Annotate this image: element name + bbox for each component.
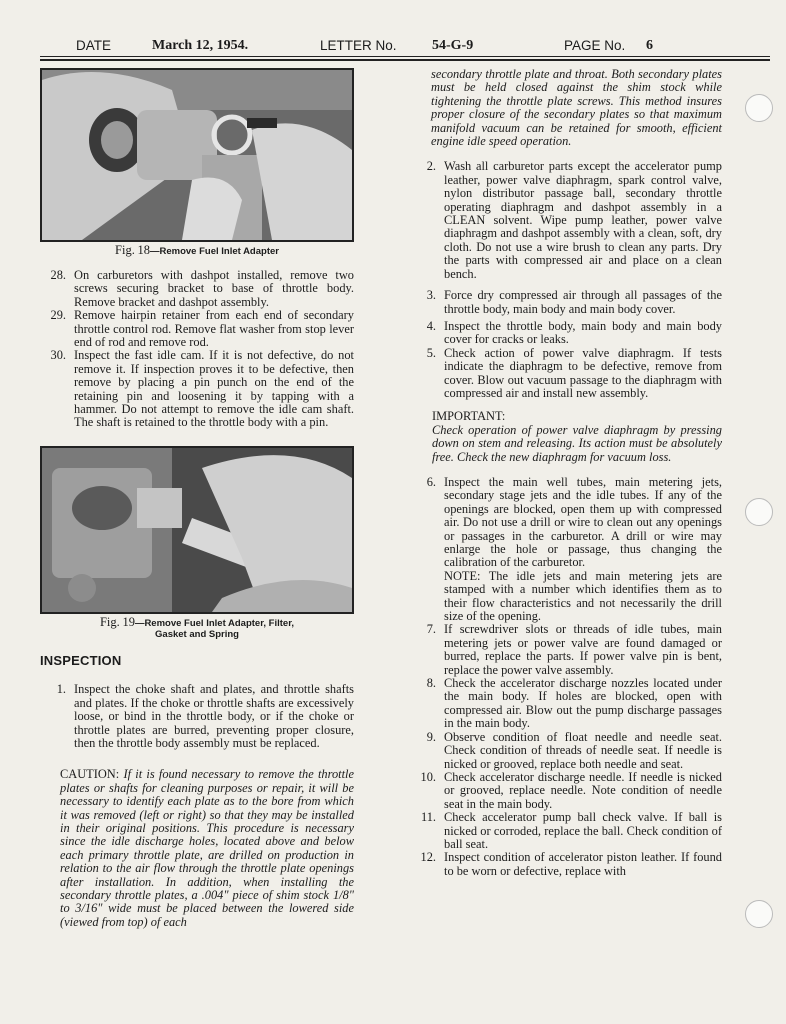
- item-text: Check the accelerator discharge nozzles located under the main body. If holes are blocked, open with compressed air. Blow out the pump discharge passages in the main body.: [444, 676, 722, 731]
- important-block: [410, 410, 722, 464]
- binder-hole-bottom: [745, 900, 773, 928]
- caution-label: CAUTION:: [60, 767, 120, 782]
- list-item: [410, 347, 722, 401]
- figure-18-title: —Remove Fuel Inlet Adapter: [149, 246, 279, 257]
- item-note: NOTE: The idle jets and main metering jets are stamped with a number which identifies them as to their flow characteristics and not necessarily the drill size of the opening.: [444, 568, 722, 624]
- item-number: 5.: [426, 345, 436, 360]
- item-text: Inspect the main well tubes, main metering jets, secondary stage jets and the idle tubes. If any of the openings are blocked, open them up with compressed air. Do not use a drill or wire to clean out any openings or passages in the carburetor. A drill or wire may enlarge the hole or passage, thus changing the calibration of the carburetor.: [444, 474, 722, 570]
- header-rule: [40, 56, 770, 57]
- list-item: [410, 289, 722, 316]
- item-text: Inspect the throttle body, main body and main body cover for cracks or leaks.: [444, 318, 722, 347]
- date-label: DATE: [76, 38, 112, 53]
- list-item: [410, 771, 722, 811]
- list-item: [410, 160, 722, 281]
- item-text: Remove hairpin retainer from each end of secondary throttle control rod. Remove flat washer from stop lever end of rod and remove rod.: [74, 308, 354, 350]
- item-text: Observe condition of float needle and needle seat. Check condition of threads of needle seat. If needle is nicked or grooved, replace both needle and seat.: [444, 729, 722, 771]
- item-text: Wash all carburetor parts except the accelerator pump leather, power valve diaphragm, spark control valve, nylon distributor passage ball, secondary throttle operating diaphragm and dashpot assembly in a CLEAN solvent. Wipe pump leather, power valve diaphragm and dashpot assembly with a clean, soft, dry cloth. Do not use a wire brush to clean any parts. Dry the parts with compressed air and place on a clean bench.: [444, 159, 722, 281]
- list-item: [410, 811, 722, 851]
- figure-18-number: 18: [137, 243, 150, 257]
- figure-19-caption: [40, 614, 354, 640]
- figure-19-title-line1: —Remove Fuel Inlet Adapter, Filter,: [134, 617, 295, 629]
- figure-19-number: 19: [122, 614, 135, 629]
- item-text: Inspect condition of accelerator piston leather. If found to be worn or defective, replace with: [444, 850, 722, 878]
- figure-18-caption: [40, 245, 354, 257]
- list-item: [410, 851, 722, 878]
- item-number: 12.: [420, 850, 436, 865]
- caution-block: [40, 768, 354, 929]
- important-text: Check operation of power valve diaphragm by pressing down on stem and releasing. Its action must be absolutely free. Check the new diaphragm for vacuum loss.: [432, 422, 722, 464]
- list-item: [410, 677, 722, 731]
- list-item: [410, 476, 722, 623]
- page-value: 6: [646, 38, 653, 53]
- list-item: [410, 731, 722, 771]
- item-number: 29.: [50, 308, 66, 323]
- binder-hole-top: [745, 94, 773, 122]
- item-text: Inspect the choke shaft and plates, and throttle shafts and plates. If the choke or throttle shafts are excessively loose, or bind in the throttle body, or if the choke or throttle plates are burred, preventing proper closure, then the throttle body assembly must be replaced.: [74, 682, 354, 750]
- figure-19-photo: [40, 446, 354, 614]
- date-value: March 12, 1954.: [152, 38, 249, 53]
- page-label: PAGE No.: [564, 38, 626, 53]
- figure-19-title-line2: Gasket and Spring: [155, 628, 239, 640]
- figure-19-prefix: Fig.: [99, 614, 120, 629]
- right-column: [410, 68, 722, 878]
- item-number: 8.: [426, 676, 436, 691]
- list-item: [410, 623, 722, 677]
- item-number: 1.: [56, 682, 66, 697]
- list-item: [40, 683, 354, 750]
- letter-value: 54-G-9: [432, 38, 474, 53]
- caution-text: If it is found necessary to remove the throttle plates or shafts for cleaning purposes or repair, it will be necessary to identify each plate as to the bore from which it was removed (left or right) so that they may be installed in their original positions. This procedure is necessary since the idle discharge holes, located above and below each primary throttle plate, are drilled on production in relation to the air flow through the throttle plate openings after installation. In addition, when installing the secondary throttle plates, a .004" piece of shim stock 1/8" to 3/16" wide must be placed between the lowered side (viewed from top) of each: [60, 767, 354, 929]
- list-item: [40, 349, 354, 429]
- item-text: Force dry compressed air through all passages of the throttle body, main body and main body cover.: [444, 288, 722, 316]
- item-text: On carburetors with dashpot installed, remove two screws securing bracket to base of throttle body. Remove bracket and dashpot assembly.: [74, 268, 354, 309]
- list-item: [410, 320, 722, 347]
- list-item: [40, 309, 354, 349]
- left-column: [40, 68, 354, 929]
- binder-hole-middle: [745, 498, 773, 526]
- item-number: 10.: [420, 769, 436, 784]
- item-text: If screwdriver slots or threads of idle tubes, main metering jets or power valve are found damaged or burred, replace the parts. If power valve pin is bent, replace the power valve assembly.: [444, 622, 722, 677]
- item-number: 4.: [426, 318, 436, 333]
- figure-18-photo: [40, 68, 354, 242]
- item-text-group: [444, 476, 722, 623]
- list-item: [40, 269, 354, 309]
- item-text: Check accelerator pump ball check valve. If ball is nicked or corroded, replace the ball. Check condition of ball seat.: [444, 810, 722, 851]
- item-number: 11.: [420, 810, 436, 825]
- item-number: 6.: [426, 474, 436, 489]
- item-number: 7.: [426, 622, 436, 637]
- important-label: IMPORTANT:: [432, 409, 506, 424]
- item-text: Check accelerator discharge needle. If needle is nicked or grooved, replace needle. Note condition of needle seat in the main body.: [444, 769, 722, 811]
- item-number: 2.: [426, 159, 436, 174]
- letter-label: LETTER No.: [320, 38, 397, 53]
- section-heading-inspection: INSPECTION: [40, 652, 122, 668]
- page-header: [40, 36, 770, 58]
- item-number: 30.: [50, 348, 66, 363]
- item-number: 3.: [426, 288, 436, 303]
- item-text: Check action of power valve diaphragm. If tests indicate the diaphragm to be defective, remove from cover. Blow out vacuum passage to the diaphragm with compressed air and install new assembly.: [444, 345, 722, 400]
- header-rule-double: [40, 59, 770, 61]
- item-text: Inspect the fast idle cam. If it is not defective, do not remove it. If inspection proves it to be defective, then remove by placing a pin punch on the end of the retaining pin and loosening it by tapping with a hammer. Do not attempt to remove the idle cam shaft. The shaft is retained to the throttle body with a pin.: [74, 348, 354, 430]
- item-number: 28.: [50, 268, 66, 282]
- continued-text: secondary throttle plate and throat. Both secondary plates must be held closed against the shim stock while tightening the throttle plate screws. This method insures proper closure of the secondary plates so that maximum manifold vacuum can be retained for smooth, efficient engine idle speed operation.: [431, 67, 722, 149]
- item-number: 9.: [426, 729, 436, 744]
- figure-18-prefix: Fig.: [115, 243, 135, 257]
